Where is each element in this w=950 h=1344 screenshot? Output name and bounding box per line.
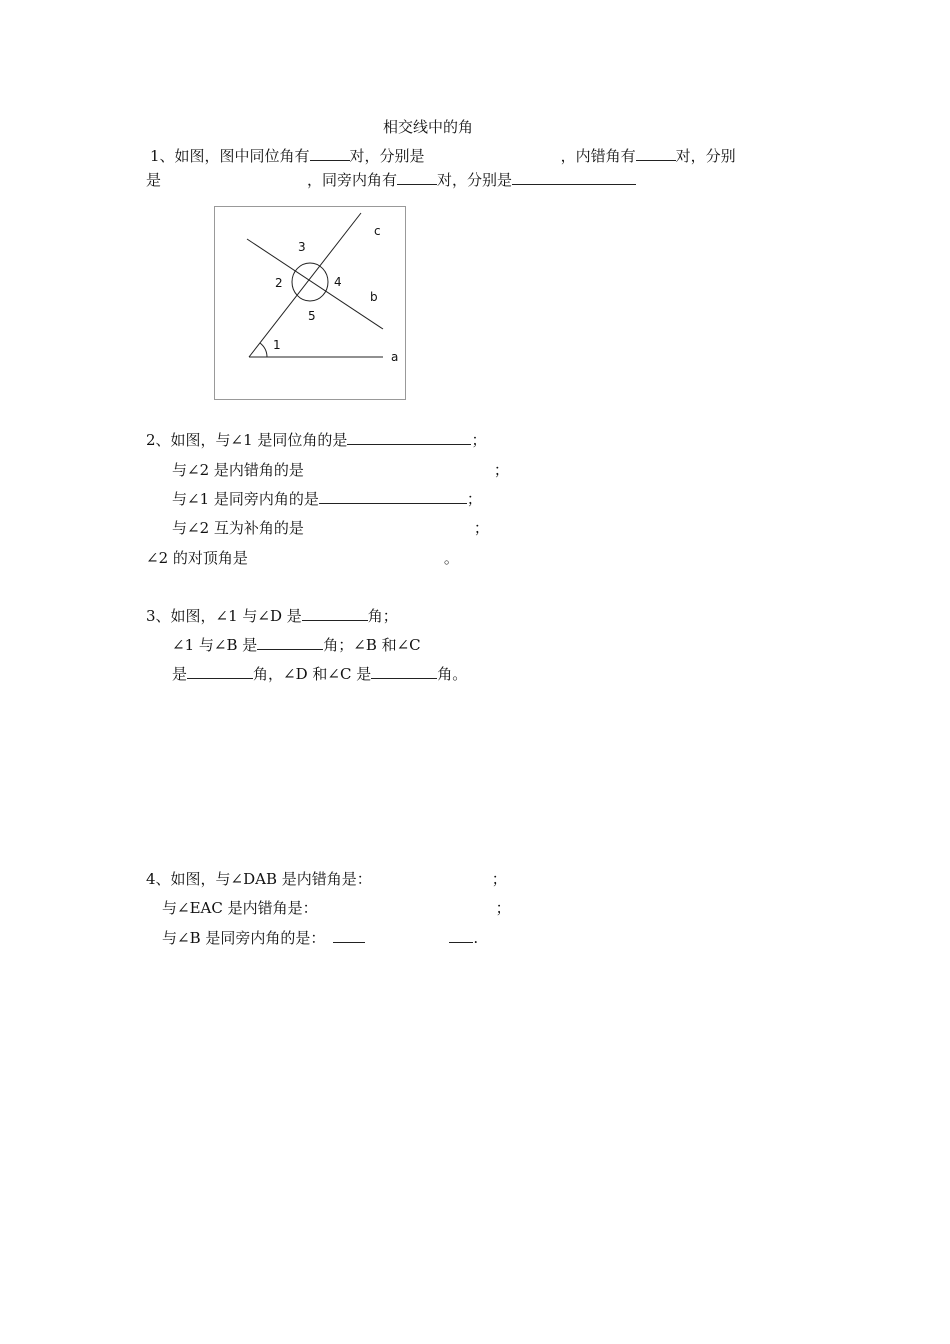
- question-1-line-2: [146, 170, 636, 190]
- intersecting-lines-figure: [214, 206, 406, 400]
- line-label-a: a: [391, 350, 399, 364]
- q2-end-5: 。: [443, 549, 459, 567]
- angle-label-2: 2: [275, 276, 283, 290]
- question-3-line-2: [172, 635, 421, 655]
- q1-blank-interior-list[interactable]: [512, 170, 636, 185]
- q2-text-2: 与∠2 是内错角的是: [172, 461, 304, 479]
- figure-drawing: [215, 207, 405, 399]
- q4-text-2: 与∠EAC 是内错角是：: [162, 899, 318, 917]
- q3-text-a: 3、如图，∠1 与∠D 是: [146, 607, 302, 625]
- q3-text-b: 角；: [367, 607, 398, 625]
- q2-blank-1[interactable]: [347, 430, 471, 445]
- angle-label-4: 4: [334, 275, 342, 289]
- q1-blank-interior-count[interactable]: [397, 170, 437, 185]
- q3-text-d: 角；∠B 和∠C: [323, 636, 421, 654]
- q1-text-g: 对，分别是: [437, 171, 513, 189]
- question-3-line-3: [172, 664, 467, 684]
- question-4-line-3: [162, 928, 478, 948]
- question-4-line-2: [162, 898, 511, 918]
- line-c: [249, 213, 361, 357]
- q2-text-5: ∠2 的对顶角是: [146, 549, 248, 567]
- line-label-c: c: [374, 224, 381, 238]
- q1-text-a: 1、如图，图中同位角有: [150, 147, 310, 165]
- angle-circle: [292, 263, 328, 301]
- q3-blank-4[interactable]: [371, 664, 437, 679]
- q4-blank-3a[interactable]: [333, 928, 365, 943]
- q2-end-4: ；: [473, 519, 489, 537]
- q1-text-b: 对，分别是: [349, 147, 425, 165]
- q1-text-f: ，同旁内角有: [307, 171, 398, 189]
- q1-text-e: 是: [146, 171, 162, 189]
- question-2-line-4: [172, 518, 489, 538]
- q1-blank-corresponding-count[interactable]: [310, 146, 350, 161]
- angle-1-arc: [260, 343, 267, 357]
- q3-text-g: 角。: [437, 665, 468, 683]
- q2-end-1: ；: [471, 431, 487, 449]
- q2-text-3: 与∠1 是同旁内角的是: [172, 490, 319, 508]
- q2-end-3: ；: [466, 490, 482, 508]
- angle-label-5: 5: [308, 309, 316, 323]
- q3-text-e: 是: [172, 665, 188, 683]
- q2-end-2: ；: [493, 461, 509, 479]
- q4-end-3: .: [473, 929, 479, 947]
- page-title: 相交线中的角: [383, 118, 474, 136]
- question-4-line-1: [146, 869, 507, 889]
- q3-blank-2[interactable]: [257, 635, 323, 650]
- line-label-b: b: [370, 290, 378, 304]
- angle-label-1: 1: [273, 338, 281, 352]
- question-2-line-3: [172, 489, 482, 509]
- q3-blank-1[interactable]: [302, 606, 368, 621]
- q3-blank-3[interactable]: [187, 664, 253, 679]
- q4-text-1: 4、如图，与∠DAB 是内错角是：: [146, 870, 372, 888]
- question-2-line-1: [146, 430, 486, 450]
- q4-end-2: ；: [495, 899, 511, 917]
- q2-text-4: 与∠2 互为补角的是: [172, 519, 304, 537]
- q1-text-d: 对，分别: [675, 147, 736, 165]
- question-3-line-1: [146, 606, 398, 626]
- q2-blank-3[interactable]: [319, 489, 467, 504]
- question-1-line-1: [150, 146, 736, 166]
- q3-text-f: 角，∠D 和∠C 是: [253, 665, 372, 683]
- question-2-line-2: [172, 460, 509, 480]
- q1-text-c: ，内错角有: [560, 147, 636, 165]
- angle-label-3: 3: [298, 240, 306, 254]
- q2-text-1: 2、如图，与∠1 是同位角的是: [146, 431, 348, 449]
- q4-end-1: ；: [491, 870, 507, 888]
- q4-text-3: 与∠B 是同旁内角的是：: [162, 929, 326, 947]
- q4-blank-3b[interactable]: [449, 928, 473, 943]
- q3-text-c: ∠1 与∠B 是: [172, 636, 258, 654]
- q1-blank-alternate-count[interactable]: [636, 146, 676, 161]
- question-2-line-5: [146, 548, 459, 568]
